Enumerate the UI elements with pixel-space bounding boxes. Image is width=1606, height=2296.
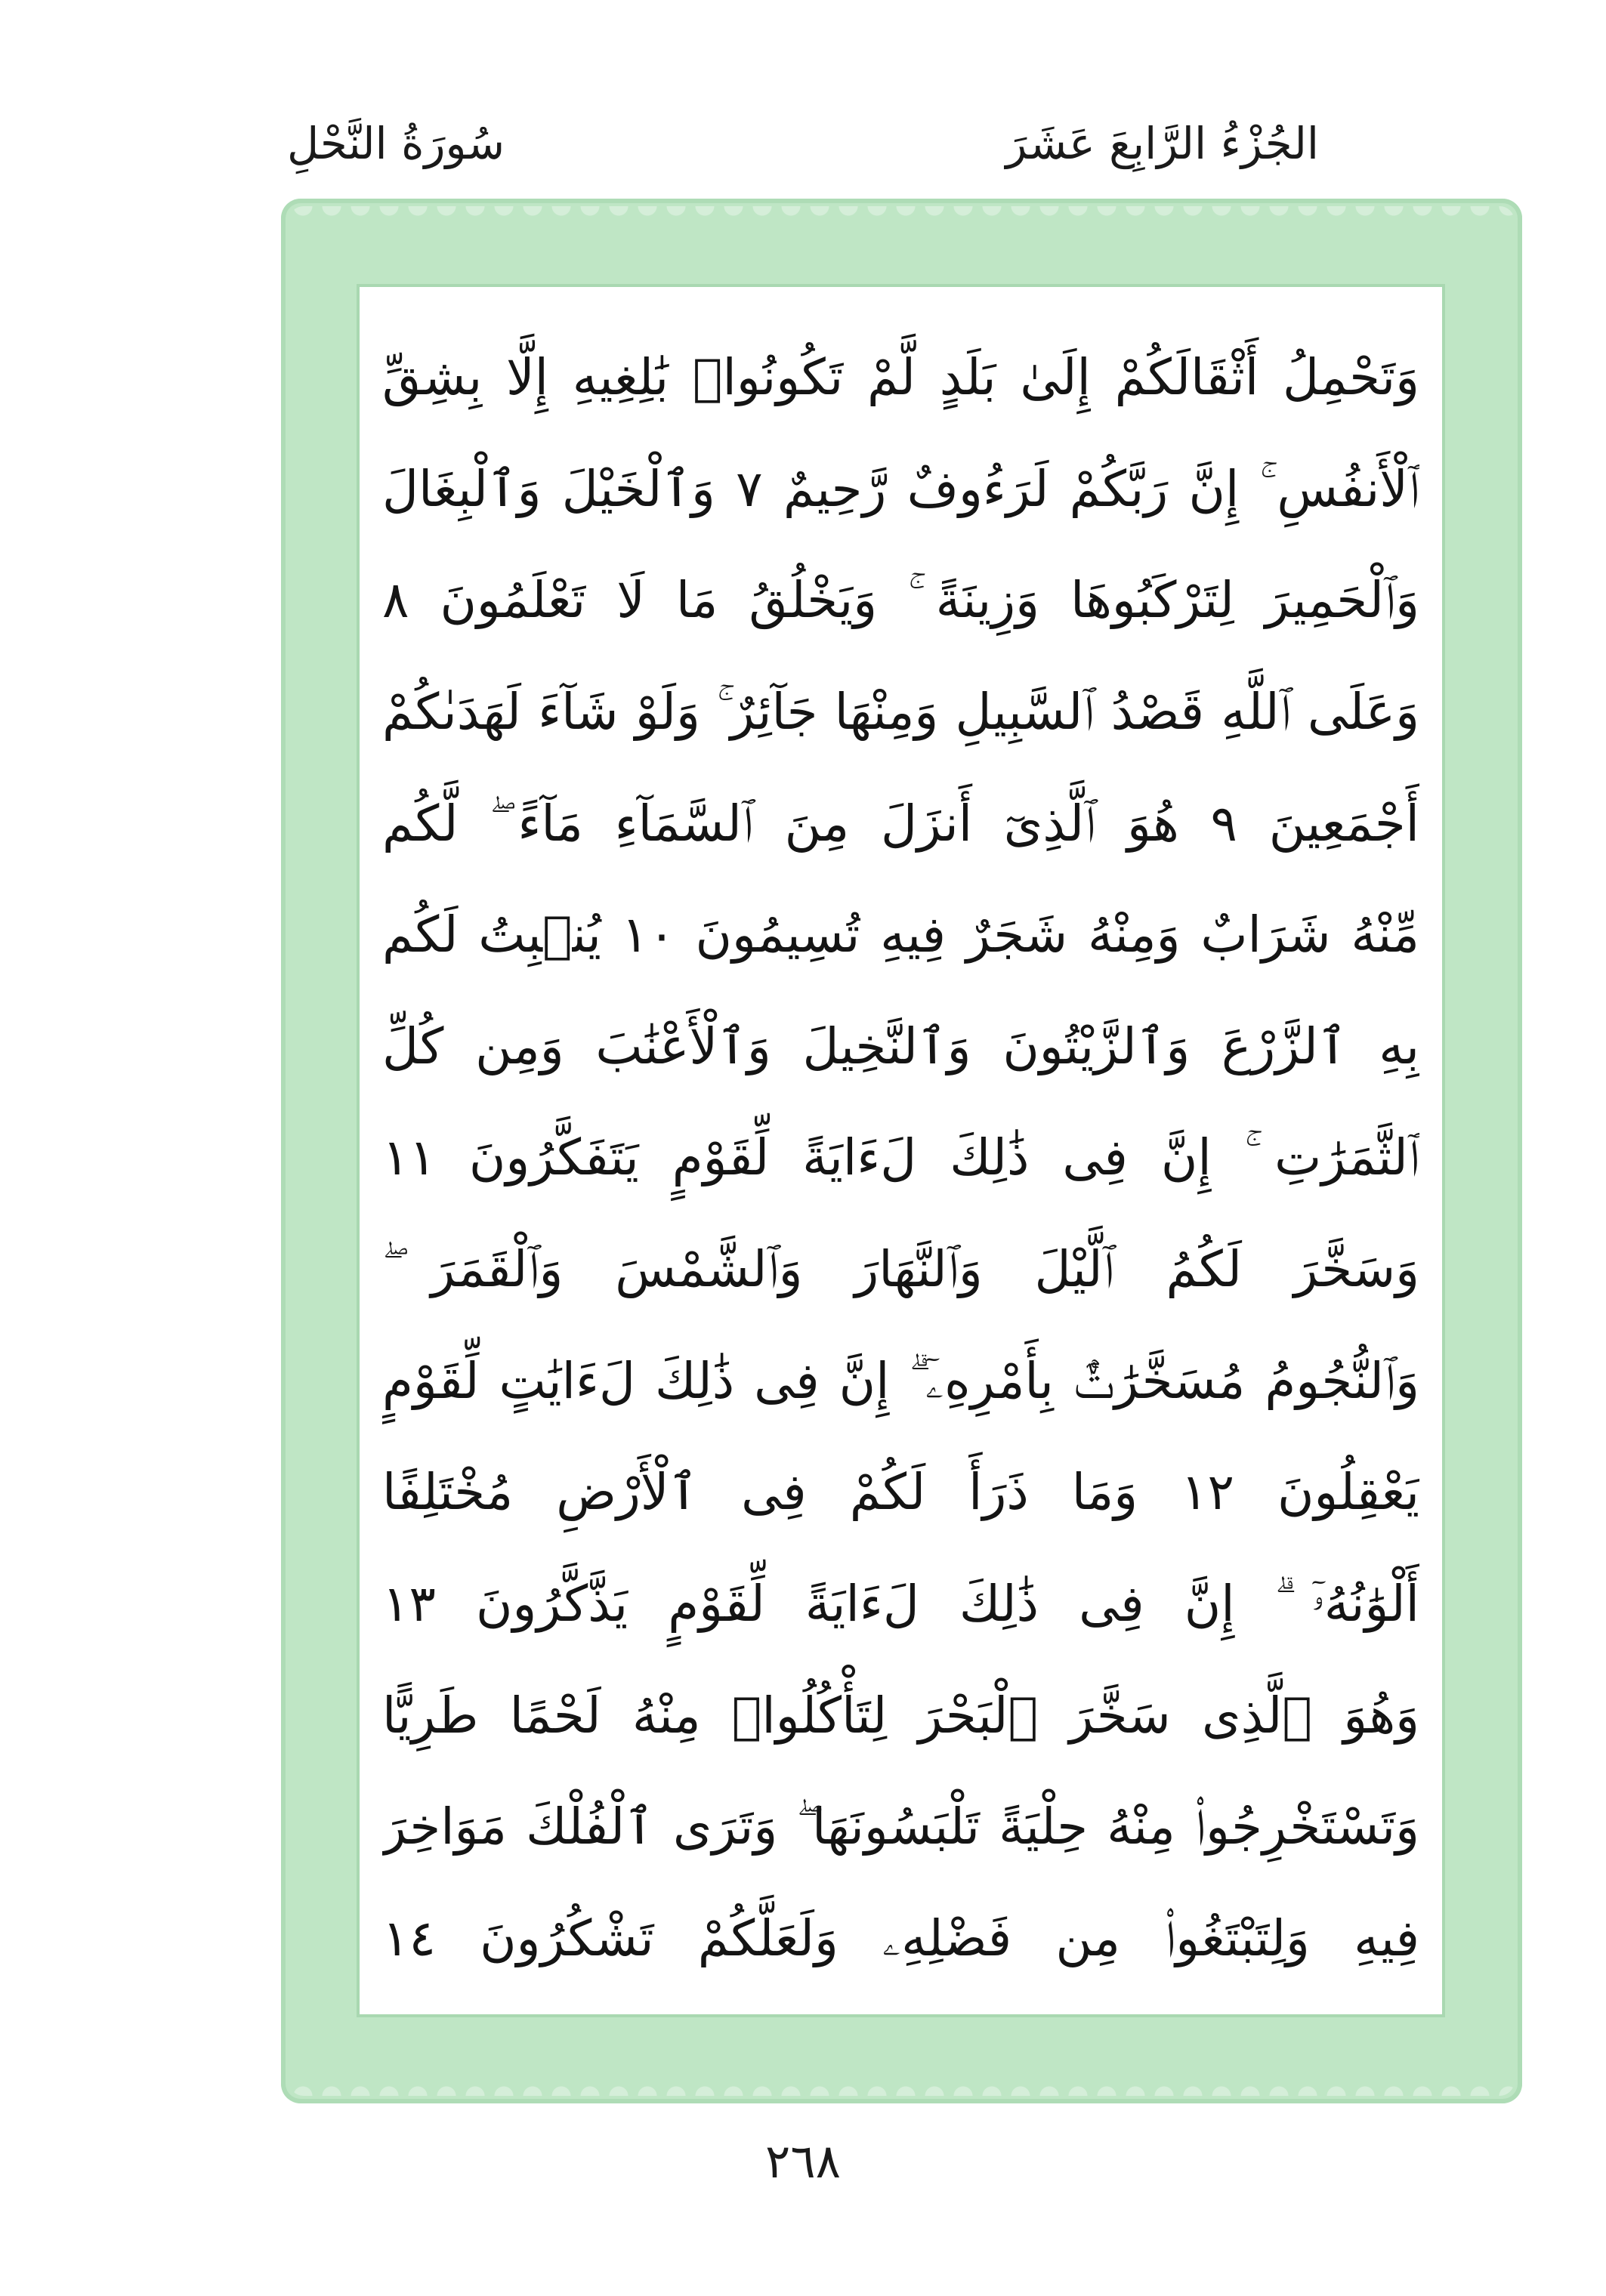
verse-line-1: وَتَحْمِلُ أَثْقَالَكُمْ إِلَىٰ بَلَدٍ لَّمْ تَكُونُوا۟ بَٰلِغِيهِ إِلَّا بِشِقِّ [382,348,1419,406]
verse-line-11: يَعْقِلُونَ ١٢ وَمَا ذَرَأَ لَكُمْ فِى ٱلْأَرْضِ مُخْتَلِفًا [382,1463,1419,1522]
verse-line-5: أَجْمَعِينَ ٩ هُوَ ٱلَّذِىٓ أَنزَلَ مِنَ ٱلسَّمَآءِ مَآءً ۖ لَّكُم [382,794,1419,853]
juz-title: الجُزْءُ الرَّابِعَ عَشَرَ [1005,118,1319,169]
verse-lines [382,325,1419,1992]
text-panel [357,284,1445,2017]
verse-line-13: وَهُوَ ٱلَّذِى سَخَّرَ ٱلْبَحْرَ لِتَأْكُلُوا۟ مِنْهُ لَحْمًا طَرِيًّا [382,1686,1419,1745]
verse-line-9: وَسَخَّرَ لَكُمُ ٱلَّيْلَ وَٱلنَّهَارَ وَٱلشَّمْسَ وَٱلْقَمَرَ ۖ [382,1240,1419,1299]
verse-line-4: وَعَلَى ٱللَّهِ قَصْدُ ٱلسَّبِيلِ وَمِنْهَا جَآئِرٌ ۚ وَلَوْ شَآءَ لَهَدَىٰكُمْ [382,682,1419,741]
surah-title: سُورَةُ النَّحْلِ [287,118,505,169]
verse-line-7: بِهِ ٱلزَّرْعَ وَٱلزَّيْتُونَ وَٱلنَّخِيلَ وَٱلْأَعْنَٰبَ وَمِن كُلِّ [382,1017,1419,1075]
verse-line-6: مِّنْهُ شَرَابٌ وَمِنْهُ شَجَرٌ فِيهِ تُسِيمُونَ ١٠ يُنۢبِتُ لَكُم [382,906,1419,964]
verse-line-3: وَٱلْحَمِيرَ لِتَرْكَبُوهَا وَزِينَةً ۚ وَيَخْلُقُ مَا لَا تَعْلَمُونَ ٨ [382,571,1419,630]
verse-line-14: وَتَسْتَخْرِجُوا۟ مِنْهُ حِلْيَةً تَلْبَسُونَهَا ۖ وَتَرَى ٱلْفُلْكَ مَوَاخِرَ [382,1798,1419,1856]
page-frame [281,199,1522,2103]
verse-line-10: وَٱلنُّجُومُ مُسَخَّرَٰتٌۢ بِأَمْرِهِۦٓ ۗ إِنَّ فِى ذَٰلِكَ لَءَايَٰتٍ لِّقَوْمٍ [382,1351,1419,1410]
verse-line-15: فِيهِ وَلِتَبْتَغُوا۟ مِن فَضْلِهِۦ وَلَعَلَّكُمْ تَشْكُرُونَ ١٤ [382,1909,1419,1967]
verse-line-2: ٱلْأَنفُسِ ۚ إِنَّ رَبَّكُمْ لَرَءُوفٌ رَّحِيمٌ ٧ وَٱلْخَيْلَ وَٱلْبِغَالَ [382,459,1419,518]
verse-line-12: أَلْوَٰنُهُۥٓ ۗ إِنَّ فِى ذَٰلِكَ لَءَايَةً لِّقَوْمٍ يَذَّكَّرُونَ ١٣ [382,1575,1419,1634]
page-number: ٢٦٨ [765,2134,841,2189]
verse-line-8: ٱلثَّمَرَٰتِ ۚ إِنَّ فِى ذَٰلِكَ لَءَايَةً لِّقَوْمٍ يَتَفَكَّرُونَ ١١ [382,1128,1419,1187]
